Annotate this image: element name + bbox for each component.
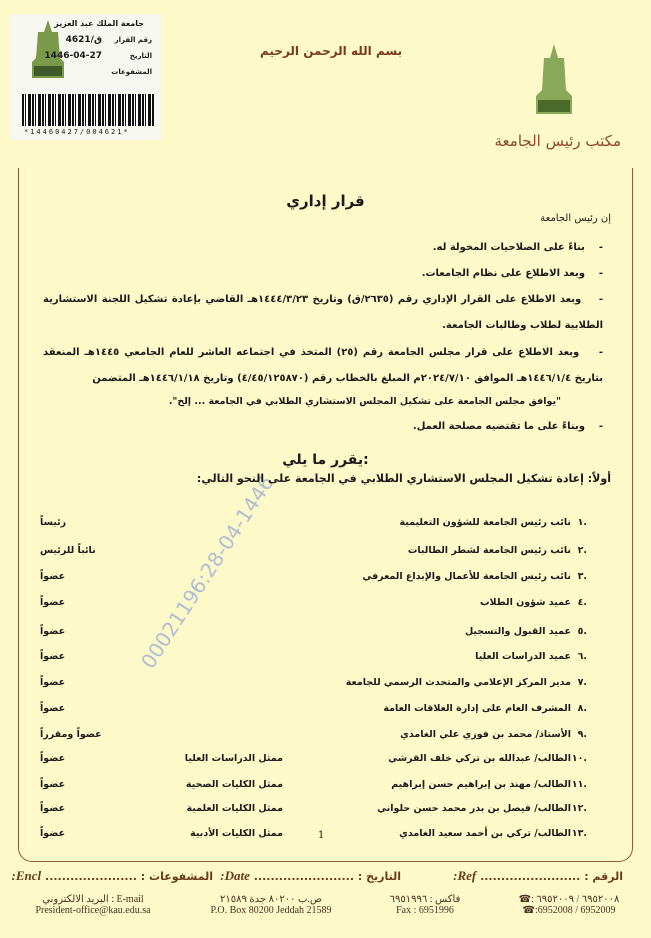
member-role: عضواً (40, 828, 66, 839)
barcode-number: *14460427/004621* (24, 128, 130, 136)
member-number: ٩. (577, 729, 587, 740)
member-role: عضواً (40, 597, 66, 608)
member-name: نائب رئيس الجامعة للأعمال والإبداع المعرفي (362, 571, 571, 582)
phone: ☎: ٦٩٥٢٠٠٨ / ٦٩٥٢٠٠٩ ☎:6952008 / 6952009 (518, 894, 620, 916)
member-role: عضواً (40, 651, 66, 662)
member-name: نائب رئيس الجامعة للشؤون التعليمية (399, 517, 571, 528)
stamp-date-value: 1446-04-27 (44, 51, 102, 61)
member-representation: ممثل الكليات العلمية (186, 803, 283, 814)
stamp-decision-value: 4621/ق (65, 35, 102, 45)
stamp-attachments-label: المشفوعات (111, 68, 152, 76)
member-name: الطالب/ عبدالله بن تركي خلف القرشي (388, 753, 571, 764)
preamble-3: - وبعد الاطلاع على القرار الإداري رقم (٢٦٣٥/ق) وتاريخ ١٤٤٤/٣/٢٣هـ القاضي بإعادة تشكيل اللجنة الاستشارية الطلابية لطلاب وطالبات الجامعة. (43, 294, 604, 331)
intro: إن رئيس الجامعة (540, 213, 611, 224)
member-role: رئيساً (40, 517, 67, 528)
office-title: مكتب رئيس الجامعة (494, 132, 621, 150)
member-name: الطالب/ تركي بن أحمد سعيد الغامدي (399, 828, 571, 839)
email: البريد الالكتروني : E-mail President-office@kau.edu.sa (35, 894, 151, 916)
document-title: قرار إداري (286, 192, 365, 210)
member-number: ١٠. (571, 753, 587, 764)
fax: فاكس : ٦٩٥١٩٩٦ Fax : 6951996 (389, 894, 461, 916)
member-number: ٤. (577, 597, 587, 608)
member-number: ١. (577, 517, 587, 528)
council-quote: "يوافق مجلس الجامعة على تشكيل المجلس الاستشاري الطلابي في الجامعة ... إلخ". (168, 396, 561, 407)
stamp-decision-label: رقم القرار (114, 36, 152, 44)
preamble-2: - وبعد الاطلاع على نظام الجامعات. (421, 268, 603, 279)
barcode (22, 94, 154, 126)
watermark: 00021196:28-04-1446 (136, 471, 279, 673)
preamble-5: - وبناءً على ما تقتضيه مصلحة العمل. (412, 421, 603, 432)
member-number: ٢. (577, 545, 587, 556)
member-number: ٨. (577, 703, 587, 714)
member-role: عضواً (40, 626, 66, 637)
decides-heading: يقرر ما يلي: (282, 452, 369, 468)
member-name: نائب رئيس الجامعة لشطر الطالبات (407, 545, 571, 556)
member-number: ١٢. (571, 803, 587, 814)
member-role: عضواً (40, 677, 66, 688)
member-number: ٥. (577, 626, 587, 637)
member-number: ١١. (571, 779, 587, 790)
page-number: 1 (318, 830, 325, 841)
member-role: عضواً (40, 753, 66, 764)
footer-date: التاريخ : ........................ Date: (220, 868, 401, 883)
po-box: ص.ب ٨٠٢٠٠ جدة ٢١٥٨٩ P.O. Box 80200 Jeddah 21589 (210, 894, 332, 916)
member-number: ١٣. (571, 828, 587, 839)
first-clause: أولاً: إعادة تشكيل المجلس الاستشاري الطلابي في الجامعة على النحو التالي: (196, 472, 611, 485)
member-name: المشرف العام على إدارة العلاقات العامة (383, 703, 571, 714)
member-role: عضواً (40, 803, 66, 814)
member-role: عضواً ومقرراً (40, 729, 102, 740)
member-representation: ممثل الدراسات العليا (184, 753, 283, 764)
member-name: عميد الدراسات العليا (475, 651, 571, 662)
member-number: ٧. (577, 677, 587, 688)
member-role: نائباً للرئيس (40, 545, 96, 556)
member-name: عميد شؤون الطلاب (480, 597, 571, 608)
preamble-1: - بناءً على الصلاحيات المخولة له. (432, 242, 603, 253)
member-role: عضواً (40, 703, 66, 714)
member-name: الطالب/ فيصل بن بدر محمد حسن حلواني (377, 803, 571, 814)
footer-ref: الرقم : ........................ Ref: (453, 868, 623, 883)
member-number: ٦. (577, 651, 587, 662)
member-role: عضواً (40, 779, 66, 790)
member-number: ٣. (577, 571, 587, 582)
archive-stamp (10, 14, 162, 140)
member-name: الطالب/ مهند بن إبراهيم حسن إبراهيم (391, 779, 571, 790)
university-logo-icon (534, 42, 574, 117)
member-name: عميد القبول والتسجيل (464, 626, 571, 637)
member-name: مدير المركز الإعلامي والمتحدث الرسمي للجامعة (345, 677, 571, 688)
member-name: الأستاذ/ محمد بن فوزي علي الغامدي (400, 729, 571, 740)
member-role: عضواً (40, 571, 66, 582)
preamble-4: - وبعد الاطلاع على قرار مجلس الجامعة رقم (٢٥) المتخذ في اجتماعه العاشر للعام الجامعي ١٤٤٥هـ المنعقد بتاريخ ١٤٤٦/١/٤هـ الموافق ٢٠٢٤/٧/١٠م المبلغ بالخطاب رقم (٤/٤٥/١٢٥٨٧٠) وتاريخ ١٤٤٦/١/١٨هـ المتضمن (43, 347, 604, 384)
footer-encl: المشفوعات : ...................... Encl: (11, 868, 213, 883)
member-representation: ممثل الكليات الصحية (185, 779, 283, 790)
basmala: بسم الله الرحمن الرحيم (260, 44, 403, 58)
stamp-university: جامعة الملك عبد العزيز (54, 19, 144, 28)
stamp-date-label: التاريخ (129, 52, 152, 60)
member-representation: ممثل الكليات الأدبية (190, 828, 283, 839)
